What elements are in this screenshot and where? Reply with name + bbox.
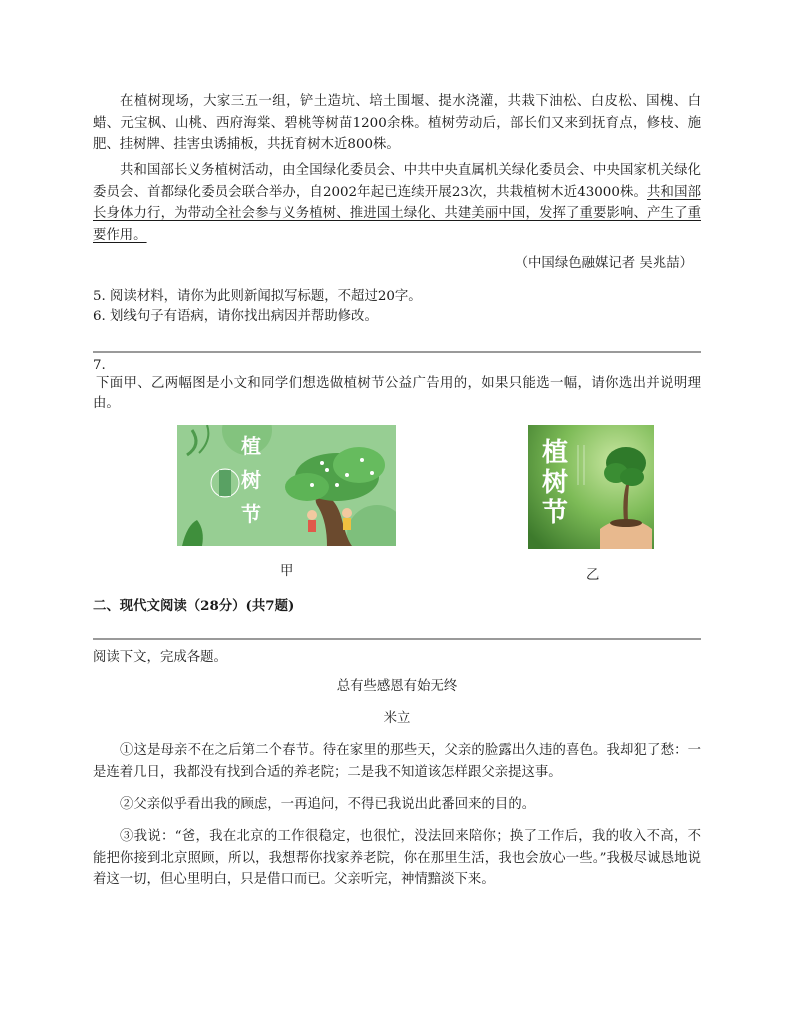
underlined-sentence: 共和国部长身体力行，为带动全社会参与义务植树、推进国土绿化、共建美丽中国，发挥了重要影响、产生了重要作用。 [93, 184, 702, 243]
poster-jia-caption: 甲 [280, 564, 294, 579]
article-paragraph-3: ③我说：“爸，我在北京的工作很稳定，也很忙，没法回来陪你；换了工作后，我的收入不高，不能把你接到北京照顾，所以，我想帮你找家养老院，你在那里生活，我也会放心一些。”我极尽诚恳地说着这一切，但心里明白，只是借口而已。父亲听完，神情黯淡下来。 [93, 829, 701, 887]
poster-jia-title-char-2: 树 [241, 468, 261, 492]
article-paragraph-1: ①这是母亲不在之后第二个春节。待在家里的那些天，父亲的脸露出久违的喜色。我却犯了愁：一是连着几日，我都没有找到合适的养老院；二是我不知道该怎样跟父亲提这事。 [93, 743, 701, 780]
question-7-number: 7. [93, 358, 106, 373]
poster-yi-illustration [528, 425, 654, 549]
passage-paragraph-2 [93, 160, 701, 246]
poster-yi-title-char-2: 树 [542, 468, 569, 498]
question-6: 6. 划线句子有语病，请你找出病因并帮助修改。 [93, 309, 378, 324]
article-paragraph-2: ②父亲似乎看出我的顾虑，一再追问，不得已我说出此番回来的目的。 [120, 797, 536, 812]
divider-1 [93, 351, 701, 353]
article-title: 总有些感恩有始无终 [336, 679, 458, 694]
poster-yi-title-char-3: 节 [542, 498, 569, 528]
question-5: 5. 阅读材料，请你为此则新闻拟写标题，不超过20字。 [93, 289, 422, 304]
poster-jia-image [177, 425, 396, 546]
question-7-text: 下面甲、乙两幅图是小文和同学们想选做植树节公益广告用的，如果只能选一幅，请你选出并说明理由。 [93, 376, 701, 411]
poster-jia-illustration [177, 425, 396, 546]
news-source: （中国绿色融媒记者 吴兆喆） [514, 256, 693, 271]
poster-yi-image [528, 425, 654, 549]
passage-paragraph-1: 在植树现场，大家三五一组，铲土造坑、培土围堰、提水浇灌，共栽下油松、白皮松、国槐、白蜡、元宝枫、山桃、西府海棠、碧桃等树苗1200余株。植树劳动后，部长们又来到抚育点，修枝、施肥、挂树牌、挂害虫诱捕板，共抚育树木近800株。 [93, 94, 701, 152]
article-author: 米立 [383, 711, 411, 726]
poster-yi-title-char-1: 植 [542, 438, 569, 468]
poster-yi-caption: 乙 [586, 568, 600, 583]
reading-instruction: 阅读下文，完成各题。 [93, 650, 227, 665]
section-two-heading: 二、现代文阅读（28分）(共7题) [93, 598, 295, 614]
divider-2 [93, 638, 701, 640]
passage-paragraph-2-text: 共和国部长义务植树活动，由全国绿化委员会、中共中央直属机关绿化委员会、中央国家机关绿化委员会、首都绿化委员会联合举办，自2002年起已连续开展23次，共栽植树木近43000株。 [93, 163, 701, 200]
poster-jia-title-char-3: 节 [241, 502, 261, 526]
poster-jia-title-char-1: 植 [241, 434, 261, 458]
